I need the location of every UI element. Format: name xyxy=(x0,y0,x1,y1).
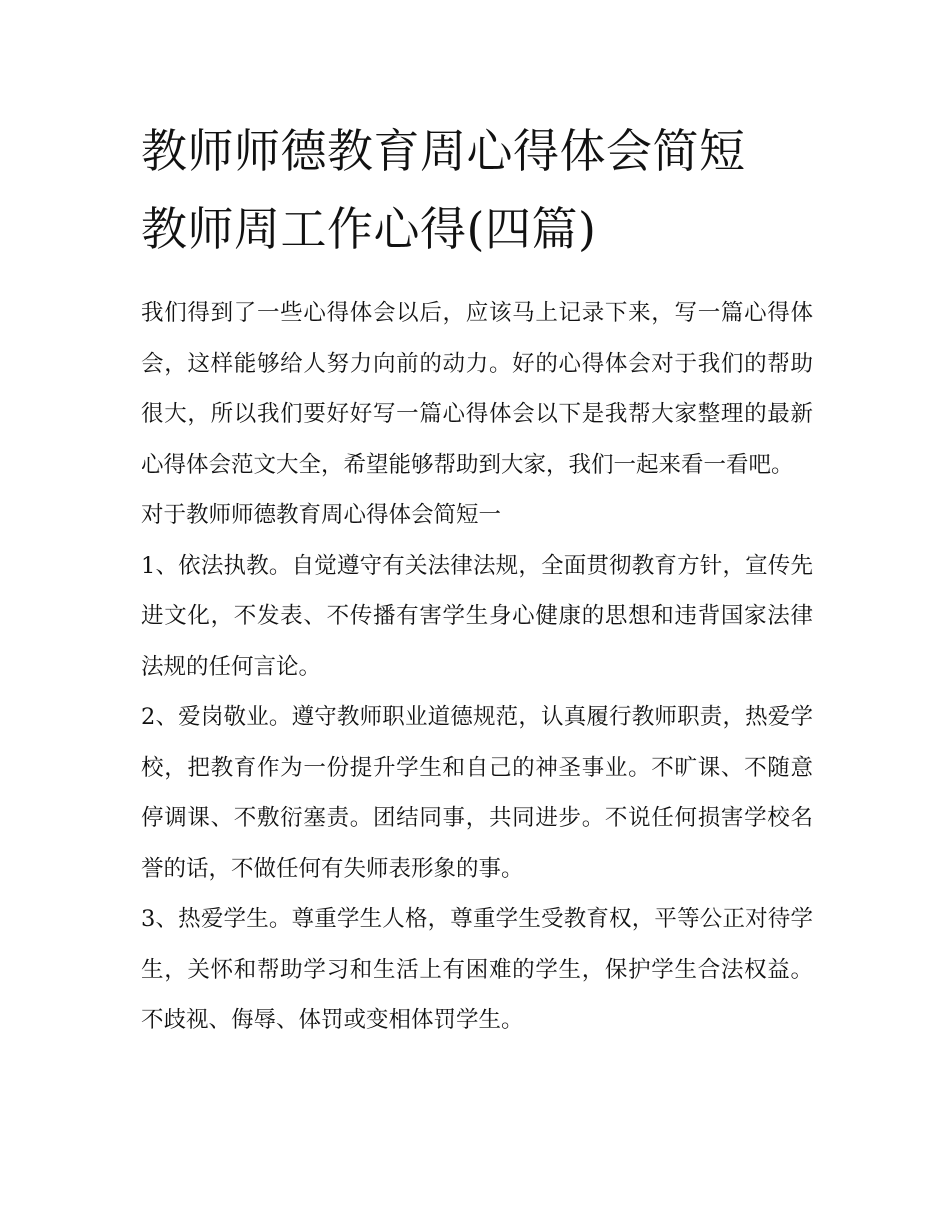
document-content xyxy=(141,112,813,1046)
intro-paragraph: 我们得到了一些心得体会以后，应该马上记录下来，写一篇心得体会，这样能够给人努力向前的动力。好的心得体会对于我们的帮助很大，所以我们要好好写一篇心得体会以下是我帮大家整理的最新心得体会范文大全，希望能够帮助到大家，我们一起来看一看吧。 xyxy=(141,300,813,478)
title-line-1: 教师师德教育周心得体会简短 xyxy=(141,124,746,178)
list-item: 3、热爱学生。尊重学生人格，尊重学生受教育权，平等公正对待学生，关怀和帮助学习和生活上有困难的学生，保护学生合法权益。不歧视、侮辱、体罚或变相体罚学生。 xyxy=(141,906,813,1033)
document-title xyxy=(141,112,813,268)
section-heading: 对于教师师德教育周心得体会简短一 xyxy=(141,502,502,528)
title-line-2: 教师周工作心得(四篇) xyxy=(141,202,597,256)
list-item: 1、依法执教。自觉遵守有关法律法规，全面贯彻教育方针，宣传先进文化，不发表、不传播有害学生身心健康的思想和违背国家法律法规的任何言论。 xyxy=(141,552,813,680)
list-item: 2、爱岗敬业。遵守教师职业道德规范，认真履行教师职责，热爱学校，把教育作为一份提升学生和自己的神圣事业。不旷课、不随意停调课、不敷衍塞责。团结同事，共同进步。不说任何损害学校名誉的话，不做任何有失师表形象的事。 xyxy=(141,704,813,882)
